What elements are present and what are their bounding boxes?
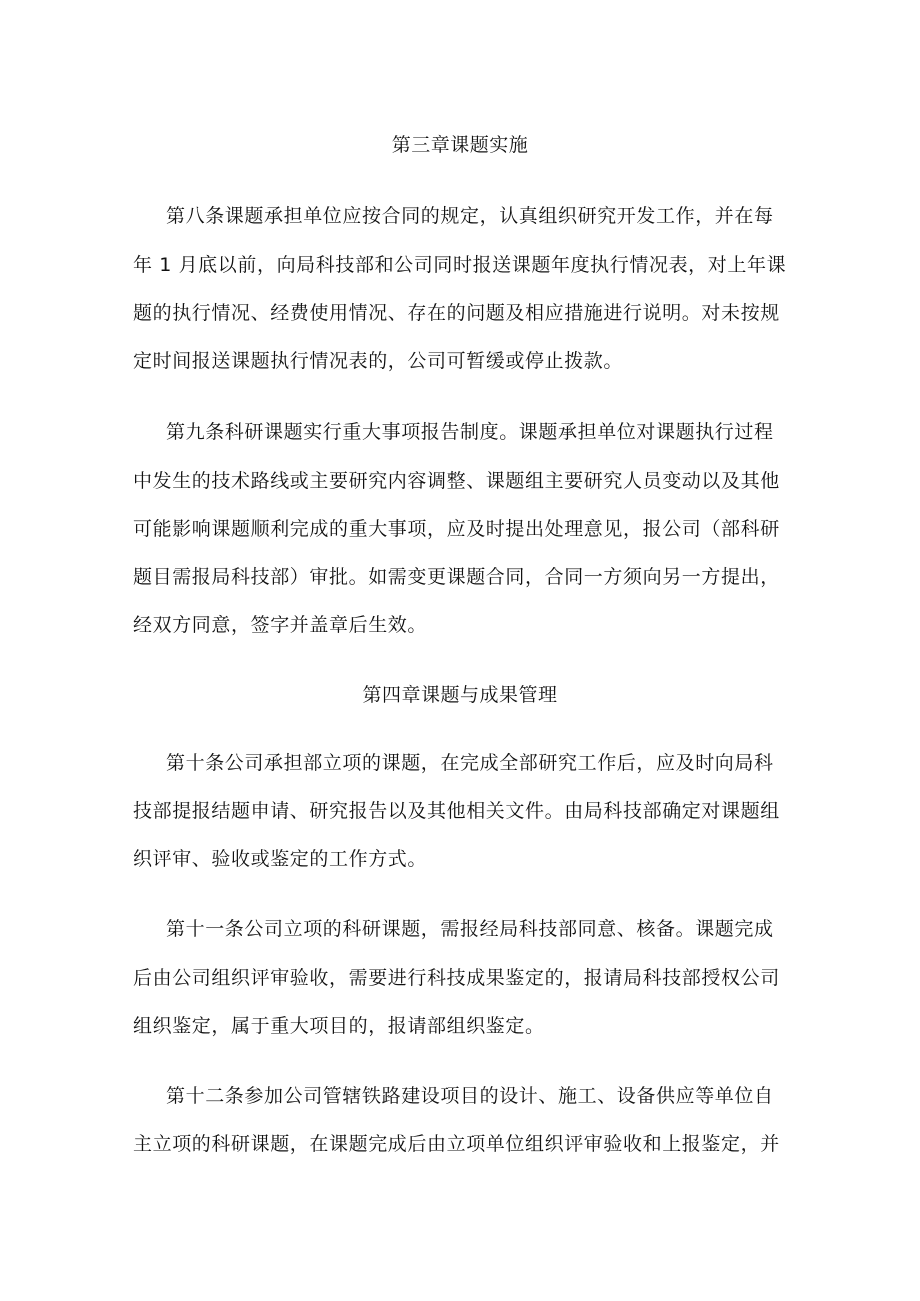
paragraph-line: 组织鉴定，属于重大项目的，报请部组织鉴定。	[133, 1015, 545, 1037]
paragraph-line: 经双方同意，签字并盖章后生效。	[133, 614, 428, 636]
paragraph-line: 年 1 月底以前，向局科技部和公司同时报送课题年度执行情况表，对上年课	[133, 254, 787, 276]
paragraph-line: 第九条科研课题实行重大事项报告制度。课题承担单位对课题执行过程	[166, 421, 774, 443]
paragraph-line: 可能影响课题顺利完成的重大事项，应及时提出处理意见，报公司（部科研	[133, 518, 780, 540]
paragraph-line: 题目需报局科技部）审批。如需变更课题合同，合同一方须向另一方提出，	[133, 566, 780, 588]
paragraph-line: 织评审、验收或鉴定的工作方式。	[133, 848, 428, 870]
paragraph-line: 主立项的科研课题，在课题完成后由立项单位组织评审验收和上报鉴定，并	[133, 1133, 780, 1155]
paragraph-line: 第十二条参加公司管辖铁路建设项目的设计、施工、设备供应等单位自	[166, 1085, 774, 1107]
paragraph-line: 定时间报送课题执行情况表的，公司可暂缓或停止拨款。	[133, 350, 624, 372]
paragraph-line: 后由公司组织评审验收，需要进行科技成果鉴定的，报请局科技部授权公司	[133, 967, 780, 989]
paragraph-line: 第十条公司承担部立项的课题，在完成全部研究工作后，应及时向局科	[166, 752, 774, 774]
paragraph-line: 技部提报结题申请、研究报告以及其他相关文件。由局科技部确定对课题组	[133, 800, 780, 822]
paragraph-line: 第八条课题承担单位应按合同的规定，认真组织研究开发工作，并在每	[166, 205, 774, 227]
paragraph-line: 第十一条公司立项的科研课题，需报经局科技部同意、核备。课题完成	[166, 918, 774, 940]
paragraph-line: 题的执行情况、经费使用情况、存在的问题及相应措施进行说明。对未按规	[133, 302, 780, 324]
chapter-4-heading: 第四章课题与成果管理	[362, 684, 558, 706]
paragraph-line: 中发生的技术路线或主要研究内容调整、课题组主要研究人员变动以及其他	[133, 470, 780, 492]
chapter-3-heading: 第三章课题实施	[391, 134, 529, 156]
